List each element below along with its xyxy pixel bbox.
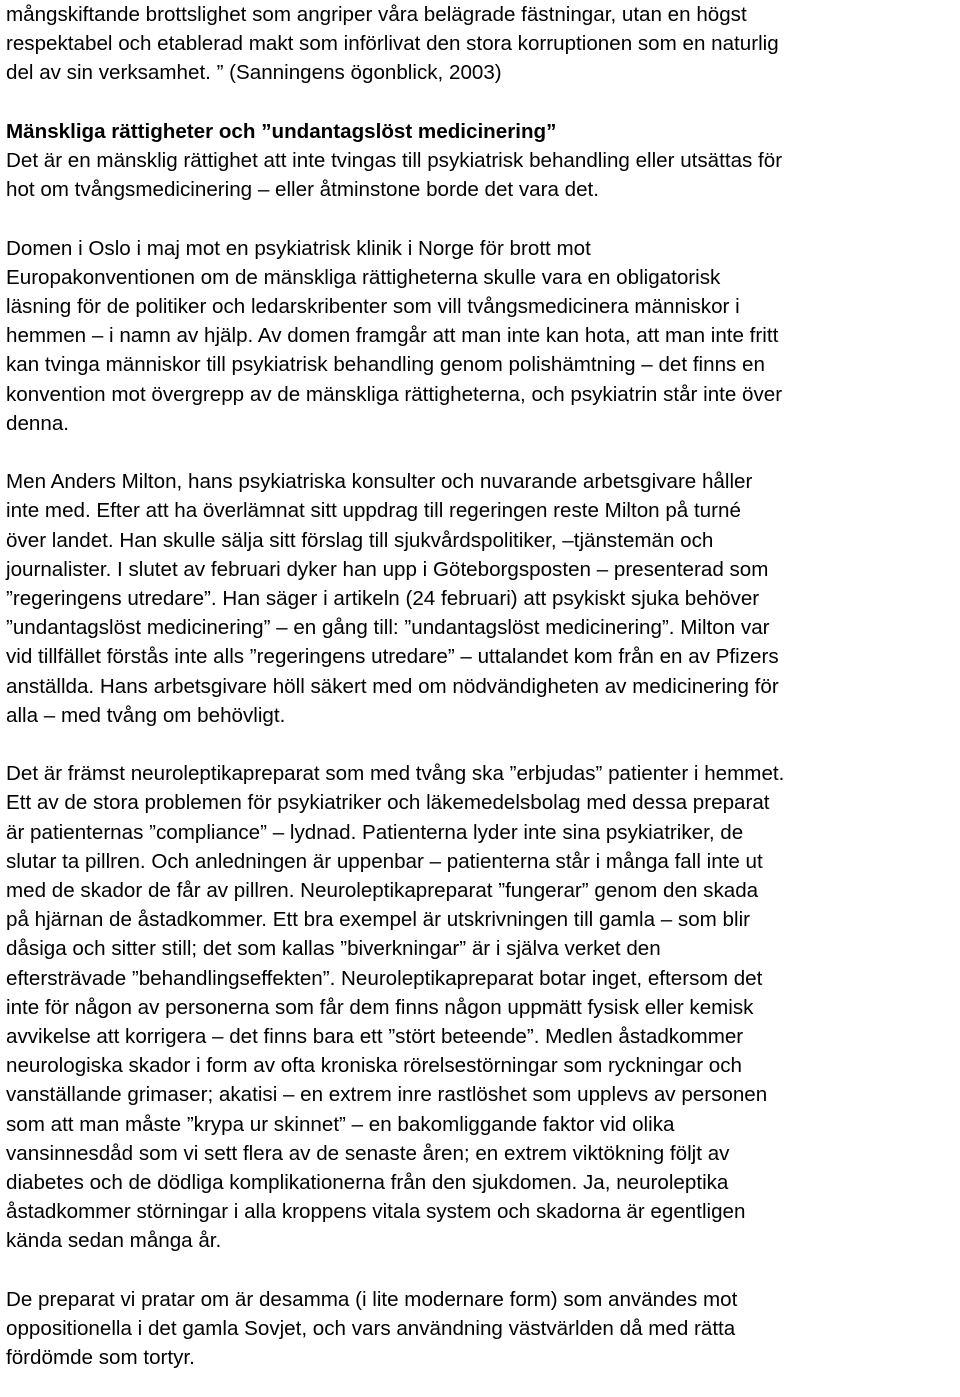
text-line: vanställande grimaser; akatisi – en extrem inre rastlöshet som upplevs av personen — [6, 1083, 768, 1107]
text-line: eftersträvade ”behandlingseffekten”. Neuroleptikapreparat botar inget, eftersom det — [6, 966, 763, 990]
text-line: denna. — [6, 411, 69, 435]
text-line: över landet. Han skulle sälja sitt förslag till sjukvårdspolitiker, –tjänstemän och — [6, 528, 714, 552]
text-line: är patienternas ”compliance” – lydnad. Patienterna lyder inte sina psykiatriker, de — [6, 820, 744, 844]
text-line: avvikelse att korrigera – det finns bara ett ”stört beteende”. Medlen åstadkommer — [6, 1025, 744, 1049]
paragraph-soviet — [6, 1285, 956, 1373]
text-line: respektabel och etablerad makt som införlivat den stora korruptionen som en naturlig — [6, 32, 779, 56]
text-line: läsning för de politiker och ledarskribenter som vill tvångsmedicinera människor i — [6, 295, 740, 318]
text-line: kan tvinga människor till psykiatrisk behandling genom polishämtning – det finns en — [6, 353, 765, 377]
text-line: på hjärnan de åstadkommer. Ett bra exempel är utskrivningen till gamla – som blir — [6, 908, 751, 932]
text-line: diabetes och de dödliga komplikationerna från den sjukdomen. Ja, neuroleptika — [6, 1171, 729, 1195]
text-line: journalister. I slutet av februari dyker han upp i Göteborgsposten – presenterad som — [6, 557, 769, 581]
text-line: hot om tvångsmedicinering – eller åtminstone borde det vara det. — [6, 178, 599, 202]
paragraph-gap — [6, 1256, 956, 1285]
text-line: inte med. Efter att ha överlämnat sitt uppdrag till regeringen reste Milton på turné — [6, 499, 741, 523]
text-line: mångskiftande brottslighet som angriper våra belägrade fästningar, utan en högst — [6, 3, 747, 26]
paragraph-gap — [6, 438, 956, 467]
text-line: dåsiga och sitter still; det som kallas ”biverkningar” är i själva verket den — [6, 937, 661, 961]
text-line: vid tillfället förstås inte alls ”regeringens utredare” – uttalandet kom från en av Pfizers — [6, 645, 779, 669]
paragraph-milton — [6, 467, 956, 730]
paragraph-gap — [6, 730, 956, 759]
text-line: Men Anders Milton, hans psykiatriska konsulter och nuvarande arbetsgivare håller — [6, 470, 753, 494]
text-line: med de skador de får av pillren. Neuroleptikapreparat ”fungerar” genom den skada — [6, 879, 759, 903]
text-line: fördömde som tortyr. — [6, 1346, 195, 1370]
section-heading: Mänskliga rättigheter och ”undantagslöst medicinering” — [6, 119, 557, 143]
text-line: vansinnesdåd som vi sett flera av de senaste åren; en extrem viktökning följt av — [6, 1141, 730, 1165]
text-line: kända sedan många år. — [6, 1229, 222, 1253]
text-line: åstadkommer störningar i alla kroppens vitala system och skadorna är egentligen — [6, 1200, 746, 1224]
text-line: slutar ta pillren. Och anledningen är uppenbar – patienterna står i många fall inte ut — [6, 849, 763, 873]
text-line: neurologiska skador i form av ofta kroniska rörelsestörningar som ryckningar och — [6, 1054, 742, 1078]
text-line: hemmen – i namn av hjälp. Av domen framgår att man inte kan hota, att man inte fritt — [6, 324, 779, 348]
section-heading-paragraph — [6, 117, 956, 205]
intro-paragraph — [6, 0, 956, 88]
text-line: Det är en mänsklig rättighet att inte tvingas till psykiatrisk behandling eller utsättas för — [6, 149, 783, 172]
paragraph-gap — [6, 204, 956, 233]
text-line: Europakonventionen om de mänskliga rättigheterna skulle vara en obligatorisk — [6, 265, 721, 289]
text-line: Det är främst neuroleptikapreparat som med tvång ska ”erbjudas” patienter i hemmet. — [6, 762, 785, 786]
text-line: Domen i Oslo i maj mot en psykiatrisk klinik i Norge för brott mot — [6, 236, 591, 260]
paragraph-oslo-ruling — [6, 234, 956, 438]
paragraph-neuroleptics — [6, 759, 956, 1255]
text-line: alla – med tvång om behövligt. — [6, 703, 286, 727]
text-line: ”regeringens utredare”. Han säger i artikeln (24 februari) att psykiskt sjuka behöver — [6, 587, 760, 611]
text-line: oppositionella i det gamla Sovjet, och vars användning västvärlden då med rätta — [6, 1317, 736, 1341]
text-line: ”undantagslöst medicinering” – en gång till: ”undantagslöst medicinering”. Milton var — [6, 616, 770, 640]
text-line: som att man måste ”krypa ur skinnet” – en bakomliggande faktor vid olika — [6, 1112, 675, 1136]
text-line: del av sin verksamhet. ” (Sanningens ögonblick, 2003) — [6, 61, 502, 85]
document-page — [6, 0, 956, 1372]
paragraph-gap — [6, 88, 956, 117]
text-line: konvention mot övergrepp av de mänskliga rättigheterna, och psykiatrin står inte över — [6, 382, 783, 406]
text-line: De preparat vi pratar om är desamma (i lite modernare form) som användes mot — [6, 1287, 738, 1311]
text-line: Ett av de stora problemen för psykiatriker och läkemedelsbolag med dessa preparat — [6, 791, 770, 815]
text-line: anställda. Hans arbetsgivare höll säkert med om nödvändigheten av medicinering för — [6, 674, 779, 698]
text-line: inte för någon av personerna som får dem finns någon uppmätt fysisk eller kemisk — [6, 995, 754, 1019]
